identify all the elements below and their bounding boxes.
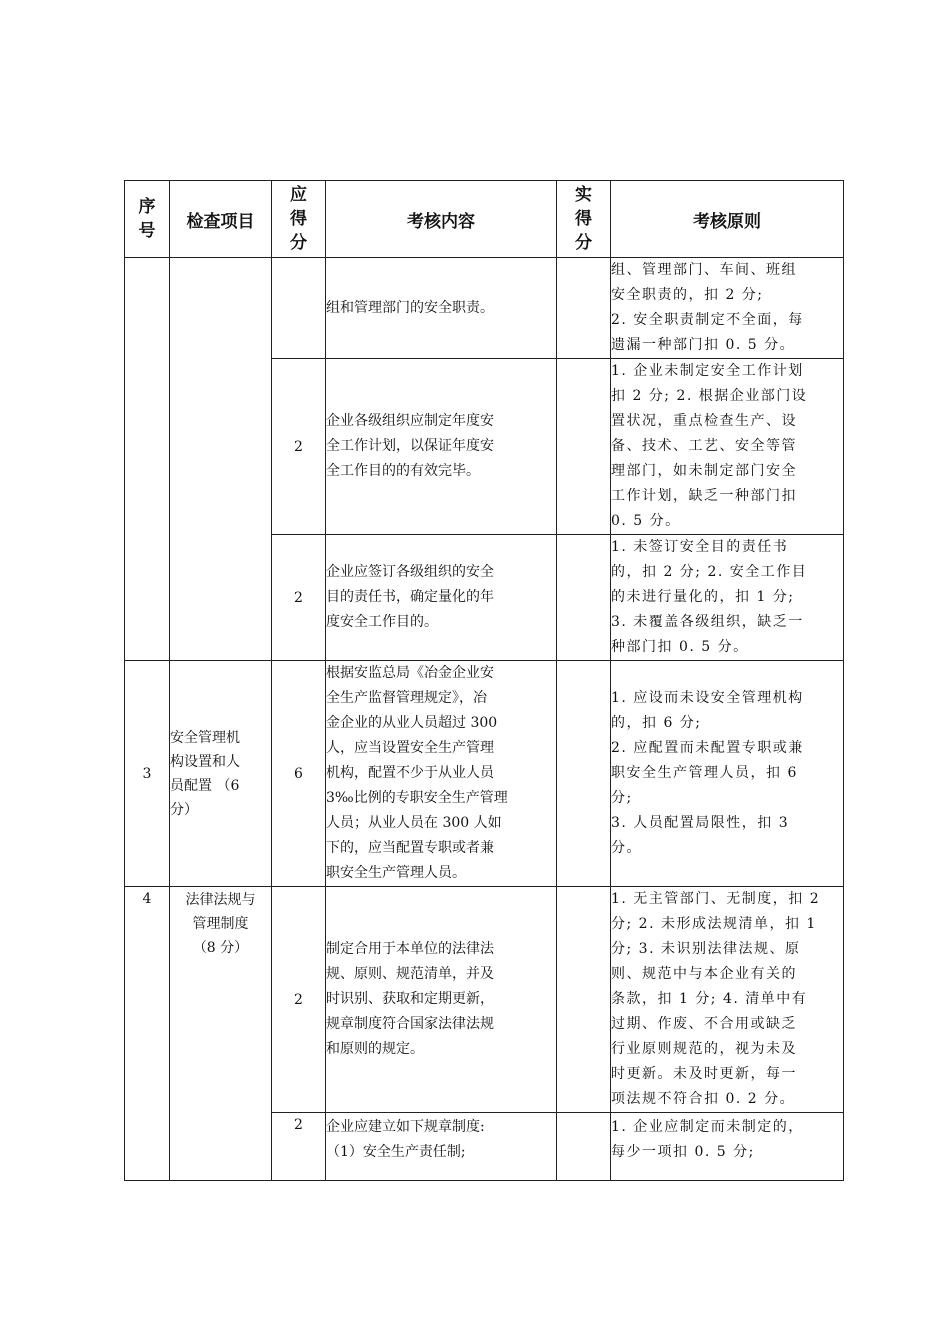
actual-score-cell bbox=[557, 661, 611, 887]
item-cell: 安全管理机 构设置和人 员配置 （6 分） bbox=[170, 661, 272, 887]
actual-score-cell bbox=[557, 887, 611, 1113]
score-cell: 6 bbox=[272, 661, 326, 887]
principle-cell: 1. 企业应制定而未制定的， 每少一项扣 0. 5 分; bbox=[611, 1113, 844, 1181]
header-content: 考核内容 bbox=[326, 181, 557, 258]
content-cell: 制定合用于本单位的法律法 规、原则、规范清单，并及 时识别、获取和定期更新， 规章制度符合国家法律法规 和原则的规定。 bbox=[326, 887, 557, 1113]
header-row bbox=[125, 181, 844, 258]
content-cell: 企业应签订各级组织的安全 目的责任书，确定量化的年 度安全工作目的。 bbox=[326, 535, 557, 661]
table-row bbox=[125, 661, 844, 887]
score-cell: 2 bbox=[272, 535, 326, 661]
principle-cell: 1. 无主管部门、无制度，扣 2 分; 2. 未形成法规清单，扣 1 分; 3. 未识别法律法规、原 则、规范中与本企业有关的 条款，扣 1 分; 4. 清单中有 过期、作废、不合用或缺乏 行业原则规范的，视为未及 时更新。未及时更新，每一 项法规不符合扣 0. 2 分。 bbox=[611, 887, 844, 1113]
seq-cell: 3 bbox=[125, 661, 170, 887]
principle-cell: 1. 企业未制定安全工作计划 扣 2 分; 2. 根据企业部门设 置状况，重点检查生产、设 备、技术、工艺、安全等管 理部门，如未制定部门安全 工作计划，缺乏一种部门扣 0. 5 分。 bbox=[611, 359, 844, 535]
principle-cell: 1. 应设而未设安全管理机构 的，扣 6 分; 2. 应配置而未配置专职或兼 职安全生产管理人员，扣 6 分; 3. 人员配置局限性，扣 3 分。 bbox=[611, 661, 844, 887]
content-cell: 根据安监总局《冶金企业安 全生产监督管理规定》，冶 金企业的从业人员超过 300 人，应当设置安全生产管理 机构，配置不少于从业人员 3‰比例的专职安全生产管理 人员；从业人员在 300 人如 下的，应当配置专职或者兼 职安全生产管理人员。 bbox=[326, 661, 557, 887]
principle-cell: 1. 未签订安全目的责任书 的，扣 2 分; 2. 安全工作目 的未进行量化的，扣 1 分; 3. 未覆盖各级组织，缺乏一 种部门扣 0. 5 分。 bbox=[611, 535, 844, 661]
table-row bbox=[125, 887, 844, 1113]
seq-cell: 4 bbox=[125, 887, 170, 1181]
header-principle: 考核原则 bbox=[611, 181, 844, 258]
principle-cell: 组、管理部门、车间、班组 安全职责的，扣 2 分; 2. 安全职责制定不全面，每 遗漏一种部门扣 0. 5 分。 bbox=[611, 258, 844, 359]
item-cell: 法律法规与 管理制度 （8 分） bbox=[170, 887, 272, 1181]
content-cell: 组和管理部门的安全职责。 bbox=[326, 258, 557, 359]
header-score-due: 应 得 分 bbox=[272, 181, 326, 258]
score-cell: 2 bbox=[272, 887, 326, 1113]
header-seq: 序 号 bbox=[125, 181, 170, 258]
header-item: 检查项目 bbox=[170, 181, 272, 258]
content-cell: 企业各级组织应制定年度安 全工作计划，以保证年度安 全工作目的的有效完毕。 bbox=[326, 359, 557, 535]
actual-score-cell bbox=[557, 1113, 611, 1181]
score-cell bbox=[272, 258, 326, 359]
content-cell: 企业应建立如下规章制度: （1）安全生产责任制; bbox=[326, 1113, 557, 1181]
actual-score-cell bbox=[557, 535, 611, 661]
score-cell: 2 bbox=[272, 1113, 326, 1181]
assessment-table bbox=[124, 180, 844, 1181]
table-row bbox=[125, 258, 844, 359]
header-score-actual: 实 得 分 bbox=[557, 181, 611, 258]
actual-score-cell bbox=[557, 359, 611, 535]
score-cell: 2 bbox=[272, 359, 326, 535]
seq-cell bbox=[125, 258, 170, 661]
item-cell bbox=[170, 258, 272, 661]
actual-score-cell bbox=[557, 258, 611, 359]
